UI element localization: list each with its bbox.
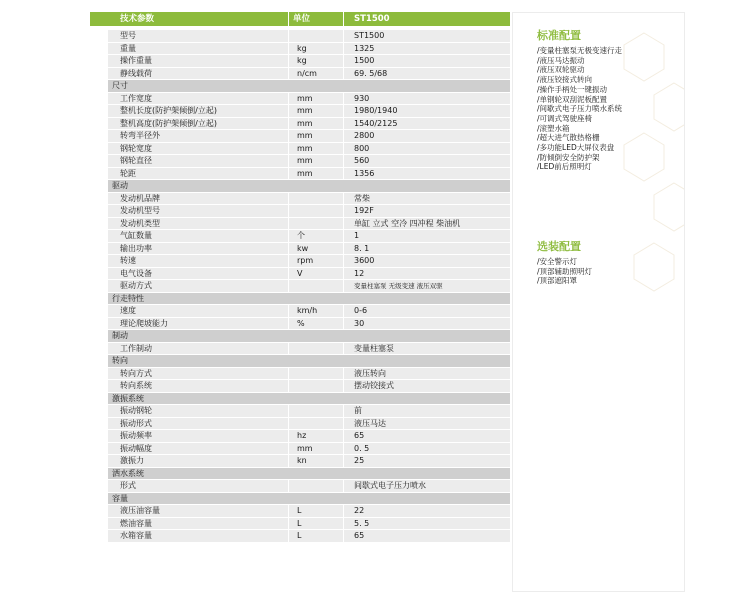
param-label: 钢轮直径 bbox=[120, 156, 152, 165]
param-label: 静线载荷 bbox=[120, 68, 152, 78]
value-cell: 1 bbox=[343, 230, 510, 242]
table-row bbox=[108, 243, 510, 256]
section-row bbox=[108, 468, 510, 481]
param-label: 轮距 bbox=[120, 168, 136, 178]
unit-cell bbox=[288, 280, 343, 292]
config-item: /液压双轮驱动 bbox=[537, 65, 585, 75]
standard-config-title: 标准配置 bbox=[537, 29, 581, 42]
config-item: /可调式驾驶座椅 bbox=[537, 113, 593, 123]
config-item: /安全警示灯 bbox=[537, 257, 578, 266]
table-row bbox=[108, 68, 510, 81]
unit-cell: rpm bbox=[288, 255, 343, 267]
value-cell: 30 bbox=[343, 318, 510, 330]
value-cell: 560 bbox=[343, 155, 510, 167]
param-label: 气缸数量 bbox=[120, 231, 152, 240]
config-item: /超大进气散热格栅 bbox=[537, 133, 600, 143]
table-row bbox=[108, 480, 510, 493]
unit-cell bbox=[288, 30, 343, 42]
value-cell: 0. 5 bbox=[343, 443, 510, 455]
param-label: 工作宽度 bbox=[120, 93, 152, 103]
value-cell: 65 bbox=[343, 530, 510, 542]
header-param: 技术参数 bbox=[120, 14, 155, 24]
value-cell: ST1500 bbox=[343, 30, 510, 42]
header-model: ST1500 bbox=[343, 12, 510, 26]
unit-cell: kw bbox=[288, 243, 343, 255]
section-row bbox=[108, 80, 510, 93]
unit-cell: L bbox=[288, 505, 343, 517]
table-row bbox=[108, 193, 510, 206]
unit-cell: mm bbox=[288, 105, 343, 117]
param-label: 转速 bbox=[120, 256, 136, 265]
value-cell: 2800 bbox=[343, 130, 510, 142]
param-label: 转向系统 bbox=[120, 381, 152, 390]
value-cell: 800 bbox=[343, 143, 510, 155]
value-cell: 1500 bbox=[343, 55, 510, 67]
table-row bbox=[108, 130, 510, 143]
value-cell: 摆动铰接式 bbox=[343, 380, 510, 392]
unit-cell: kg bbox=[288, 43, 343, 55]
table-row bbox=[108, 155, 510, 168]
table-row bbox=[108, 30, 510, 43]
unit-cell: L bbox=[288, 518, 343, 530]
param-label: 理论爬坡能力 bbox=[120, 318, 168, 328]
table-row bbox=[108, 205, 510, 218]
unit-cell: V bbox=[288, 268, 343, 280]
unit-cell: hz bbox=[288, 430, 343, 442]
standard-config-list bbox=[537, 46, 622, 172]
param-label: 液压油容量 bbox=[120, 506, 160, 515]
value-cell: 前 bbox=[343, 405, 510, 417]
section-label: 尺寸 bbox=[112, 81, 128, 90]
value-cell: 22 bbox=[343, 505, 510, 517]
value-cell: 常柴 bbox=[343, 193, 510, 205]
config-item: /滚塑水箱 bbox=[537, 123, 570, 133]
param-label: 输出功率 bbox=[120, 243, 152, 253]
unit-cell: mm bbox=[288, 443, 343, 455]
unit-cell: kn bbox=[288, 455, 343, 467]
table-row bbox=[108, 118, 510, 131]
unit-cell: mm bbox=[288, 168, 343, 180]
param-label: 发动机类型 bbox=[120, 218, 160, 228]
param-label: 水箱容量 bbox=[120, 531, 152, 540]
value-cell: 0-6 bbox=[343, 305, 510, 317]
value-cell: 65 bbox=[343, 430, 510, 442]
section-label: 容量 bbox=[112, 493, 128, 503]
config-item: /单钢轮双刮泥板配置 bbox=[537, 94, 608, 104]
table-row bbox=[108, 305, 510, 318]
unit-cell: L bbox=[288, 530, 343, 542]
table-row bbox=[108, 380, 510, 393]
value-cell: 液压马达 bbox=[343, 418, 510, 430]
param-label: 转弯半径外 bbox=[120, 131, 160, 140]
value-cell: 1980/1940 bbox=[343, 105, 510, 117]
optional-config-list bbox=[537, 257, 592, 286]
param-label: 型号 bbox=[120, 31, 136, 40]
spec-table bbox=[90, 12, 510, 543]
param-label: 形式 bbox=[120, 481, 136, 490]
table-row bbox=[108, 430, 510, 443]
section-label: 制动 bbox=[112, 331, 128, 340]
section-row bbox=[108, 493, 510, 506]
value-cell: 液压转向 bbox=[343, 368, 510, 380]
value-cell: 1540/2125 bbox=[343, 118, 510, 130]
param-label: 速度 bbox=[120, 306, 136, 315]
section-label: 驱动 bbox=[112, 181, 128, 190]
table-row bbox=[108, 255, 510, 268]
config-item: /顶部遮阳罩 bbox=[537, 276, 578, 286]
param-label: 转向方式 bbox=[120, 368, 152, 378]
config-item: /LED前后照明灯 bbox=[537, 162, 592, 172]
value-cell: 单缸 立式 空冷 四冲程 柴油机 bbox=[343, 218, 510, 230]
header-unit: 单位 bbox=[288, 12, 343, 26]
param-label: 重量 bbox=[120, 43, 136, 53]
unit-cell bbox=[288, 405, 343, 417]
config-item: /液压铰接式转向 bbox=[537, 75, 593, 85]
unit-cell: mm bbox=[288, 118, 343, 130]
param-label: 电气设备 bbox=[120, 268, 152, 278]
unit-cell: kg bbox=[288, 55, 343, 67]
table-row bbox=[108, 55, 510, 68]
param-label: 整机长度(防护架倾倒/立起) bbox=[120, 106, 217, 115]
section-row bbox=[108, 293, 510, 306]
table-row bbox=[108, 418, 510, 431]
unit-cell bbox=[288, 205, 343, 217]
unit-cell bbox=[288, 480, 343, 492]
unit-cell: mm bbox=[288, 143, 343, 155]
unit-cell bbox=[288, 343, 343, 355]
table-row bbox=[108, 443, 510, 456]
section-label: 转向 bbox=[112, 356, 128, 365]
value-cell: 69. 5/68 bbox=[343, 68, 510, 80]
param-label: 燃油容量 bbox=[120, 518, 152, 528]
param-label: 操作重量 bbox=[120, 56, 152, 65]
param-label: 整机高度(防护架倾倒/立起) bbox=[120, 118, 217, 128]
config-item: /间歇式电子压力喷水系统 bbox=[537, 104, 623, 114]
table-row bbox=[108, 405, 510, 418]
config-item: /操作手柄处一键振动 bbox=[537, 84, 608, 94]
section-row bbox=[108, 330, 510, 343]
table-row bbox=[108, 93, 510, 106]
unit-cell: mm bbox=[288, 155, 343, 167]
value-cell: 930 bbox=[343, 93, 510, 105]
config-item: /变量柱塞泵无极变速行走 bbox=[537, 46, 623, 55]
unit-cell bbox=[288, 380, 343, 392]
section-label: 激振系统 bbox=[112, 393, 144, 403]
value-cell: 变量柱塞泵 bbox=[343, 343, 510, 355]
table-row bbox=[108, 230, 510, 243]
param-label: 激振力 bbox=[120, 456, 144, 465]
table-row bbox=[108, 343, 510, 356]
value-cell: 变量柱塞泵 无级变速 液压双驱 bbox=[343, 280, 510, 292]
param-label: 驱动方式 bbox=[120, 281, 152, 290]
param-label: 钢轮宽度 bbox=[120, 143, 152, 153]
value-cell: 5. 5 bbox=[343, 518, 510, 530]
table-row bbox=[108, 218, 510, 231]
config-panel bbox=[512, 12, 685, 592]
config-item: /防倾倒安全防护架 bbox=[537, 152, 600, 162]
value-cell: 3600 bbox=[343, 255, 510, 267]
table-row bbox=[108, 455, 510, 468]
section-row bbox=[108, 393, 510, 406]
param-label: 工作制动 bbox=[120, 343, 152, 353]
unit-cell: mm bbox=[288, 130, 343, 142]
param-label: 振动钢轮 bbox=[120, 406, 152, 415]
table-row bbox=[108, 168, 510, 181]
table-row bbox=[108, 280, 510, 293]
table-row bbox=[108, 318, 510, 331]
unit-cell bbox=[288, 418, 343, 430]
config-item: /顶部辅助照明灯 bbox=[537, 266, 593, 276]
table-row bbox=[108, 143, 510, 156]
table-row bbox=[108, 43, 510, 56]
value-cell: 25 bbox=[343, 455, 510, 467]
param-label: 振动形式 bbox=[120, 418, 152, 428]
unit-cell: 个 bbox=[288, 230, 343, 242]
value-cell: 1356 bbox=[343, 168, 510, 180]
section-row bbox=[108, 180, 510, 193]
section-row bbox=[108, 355, 510, 368]
table-row bbox=[108, 105, 510, 118]
table-row bbox=[108, 368, 510, 381]
param-label: 振动幅度 bbox=[120, 443, 152, 453]
config-item: /液压马达振动 bbox=[537, 55, 585, 65]
value-cell: 1325 bbox=[343, 43, 510, 55]
param-label: 发动机型号 bbox=[120, 206, 160, 215]
section-label: 洒水系统 bbox=[112, 468, 144, 478]
param-label: 振动频率 bbox=[120, 431, 152, 440]
table-row bbox=[108, 530, 510, 543]
table-header bbox=[90, 12, 510, 26]
table-row bbox=[108, 505, 510, 518]
unit-cell: km/h bbox=[288, 305, 343, 317]
param-label: 发动机品牌 bbox=[120, 193, 160, 203]
table-row bbox=[108, 268, 510, 281]
table-body bbox=[108, 30, 510, 543]
table-row bbox=[108, 518, 510, 531]
value-cell: 12 bbox=[343, 268, 510, 280]
unit-cell bbox=[288, 193, 343, 205]
value-cell: 8. 1 bbox=[343, 243, 510, 255]
optional-config-title: 选装配置 bbox=[537, 240, 581, 253]
config-item: /多功能LED大屏仪表盘 bbox=[537, 143, 615, 153]
value-cell: 间歇式电子压力喷水 bbox=[343, 480, 510, 492]
unit-cell bbox=[288, 218, 343, 230]
unit-cell: % bbox=[288, 318, 343, 330]
unit-cell: n/cm bbox=[288, 68, 343, 80]
unit-cell bbox=[288, 368, 343, 380]
unit-cell: mm bbox=[288, 93, 343, 105]
value-cell: 192F bbox=[343, 205, 510, 217]
section-label: 行走特性 bbox=[112, 293, 144, 303]
